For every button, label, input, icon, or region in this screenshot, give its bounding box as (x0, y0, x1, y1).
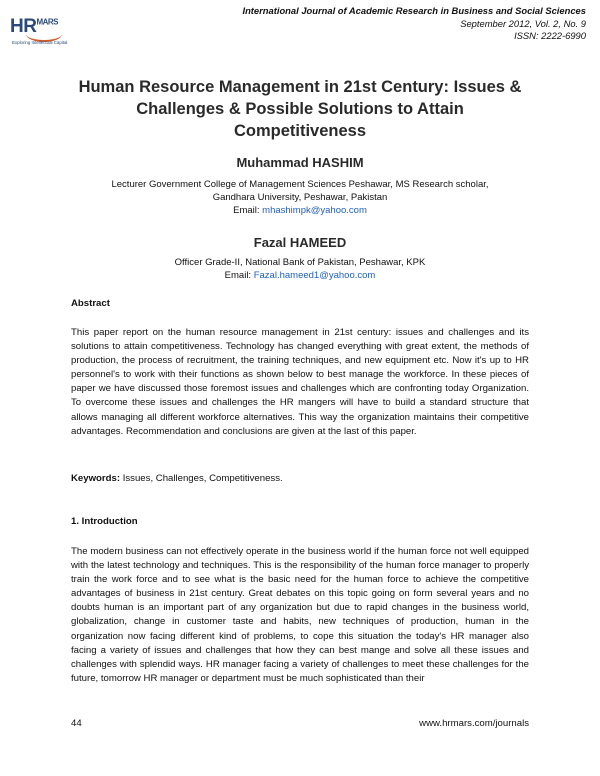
journal-issn: ISSN: 2222-6990 (514, 30, 586, 41)
journal-name: International Journal of Academic Research in Business and Social Sciences (242, 5, 586, 16)
abstract-heading: Abstract (71, 298, 110, 309)
keywords-text: Issues, Challenges, Competitiveness. (120, 473, 283, 484)
logo-tagline: Exploring Intellectual Capital (12, 40, 68, 45)
author-name: Muhammad HASHIM (236, 155, 364, 170)
page-number: 44 (71, 718, 82, 729)
author-email-link[interactable]: mhashimpk@yahoo.com (262, 205, 367, 216)
author-email-line: Email: mhashimpk@yahoo.com (233, 205, 367, 216)
journal-issue: September 2012, Vol. 2, No. 9 (460, 17, 586, 29)
introduction-body: The modern business can not effectively operate in the business world if the human force not well equipped with the latest technology and techniques. This is the responsibility of the human force manager to properly train the work force and to see what is the basic need for the human force to achieve the competitive advantages of business in 21st century. Great debates on this topic going on form several years and no doubts human is an important part of any organization but due to rapid changes in the business world, globalization, change in customer taste and habits, new techniques of production, human in the organization now facing different kind of problems, to cope this situation the today's HR manager also facing a variety of issues and challenges that how they can best mange and solve all these issues and challenges with splendid ways. HR manager facing a variety of challenges to meet these challenges for the future, tomorrow HR manager or department must be much sophisticated than their (71, 546, 529, 684)
hrmars-logo (10, 14, 90, 54)
abstract-body: This paper report on the human resource management in 21st century: issues and challenges and its solutions to attain competitiveness. Technology has changed everything with great extent, the methods of production, the process of recruitment, the training techniques, and new equipment etc. Now it's up to HR personnel's to work with their functions as shown below to best manage the workforce. In these pieces of paper we have discussed those foremost issues and challenges which are confronting today Organization. To overcome these issues and challenges the HR mangers will have to build a standard structure that allows managing all different workforce alternatives. This way the organization maintains their competitive advantages. Recommendation and conclusions are given at the last of this paper. (71, 327, 529, 437)
paper-title: Human Resource Management in 21st Century: Issues & Challenges & Possible Solutions to Attain Competitiveness (78, 78, 522, 140)
introduction-heading: 1. Introduction (71, 516, 138, 527)
footer-url[interactable]: www.hrmars.com/journals (419, 718, 529, 729)
author-affiliation: Lecturer Government College of Management Sciences Peshawar, MS Research scholar, Gandhara University, Peshawar, Pakistan Email: mhashimpk@yahoo.com (40, 178, 560, 217)
author-name: Fazal HAMEED (253, 235, 347, 250)
author-email-link[interactable]: Fazal.hameed1@yahoo.com (253, 270, 376, 281)
logo-wordmark: $HR^{MARS}$ (10, 16, 59, 37)
journal-info (242, 5, 586, 43)
author-affiliation: Officer Grade-II, National Bank of Pakistan, Peshawar, KPK Email: Fazal.hameed1@yahoo.com (40, 256, 560, 282)
keywords-label: Keywords: (71, 473, 121, 484)
keywords-line (71, 473, 283, 484)
author-email-line: Email: Fazal.hameed1@yahoo.com (224, 270, 376, 281)
